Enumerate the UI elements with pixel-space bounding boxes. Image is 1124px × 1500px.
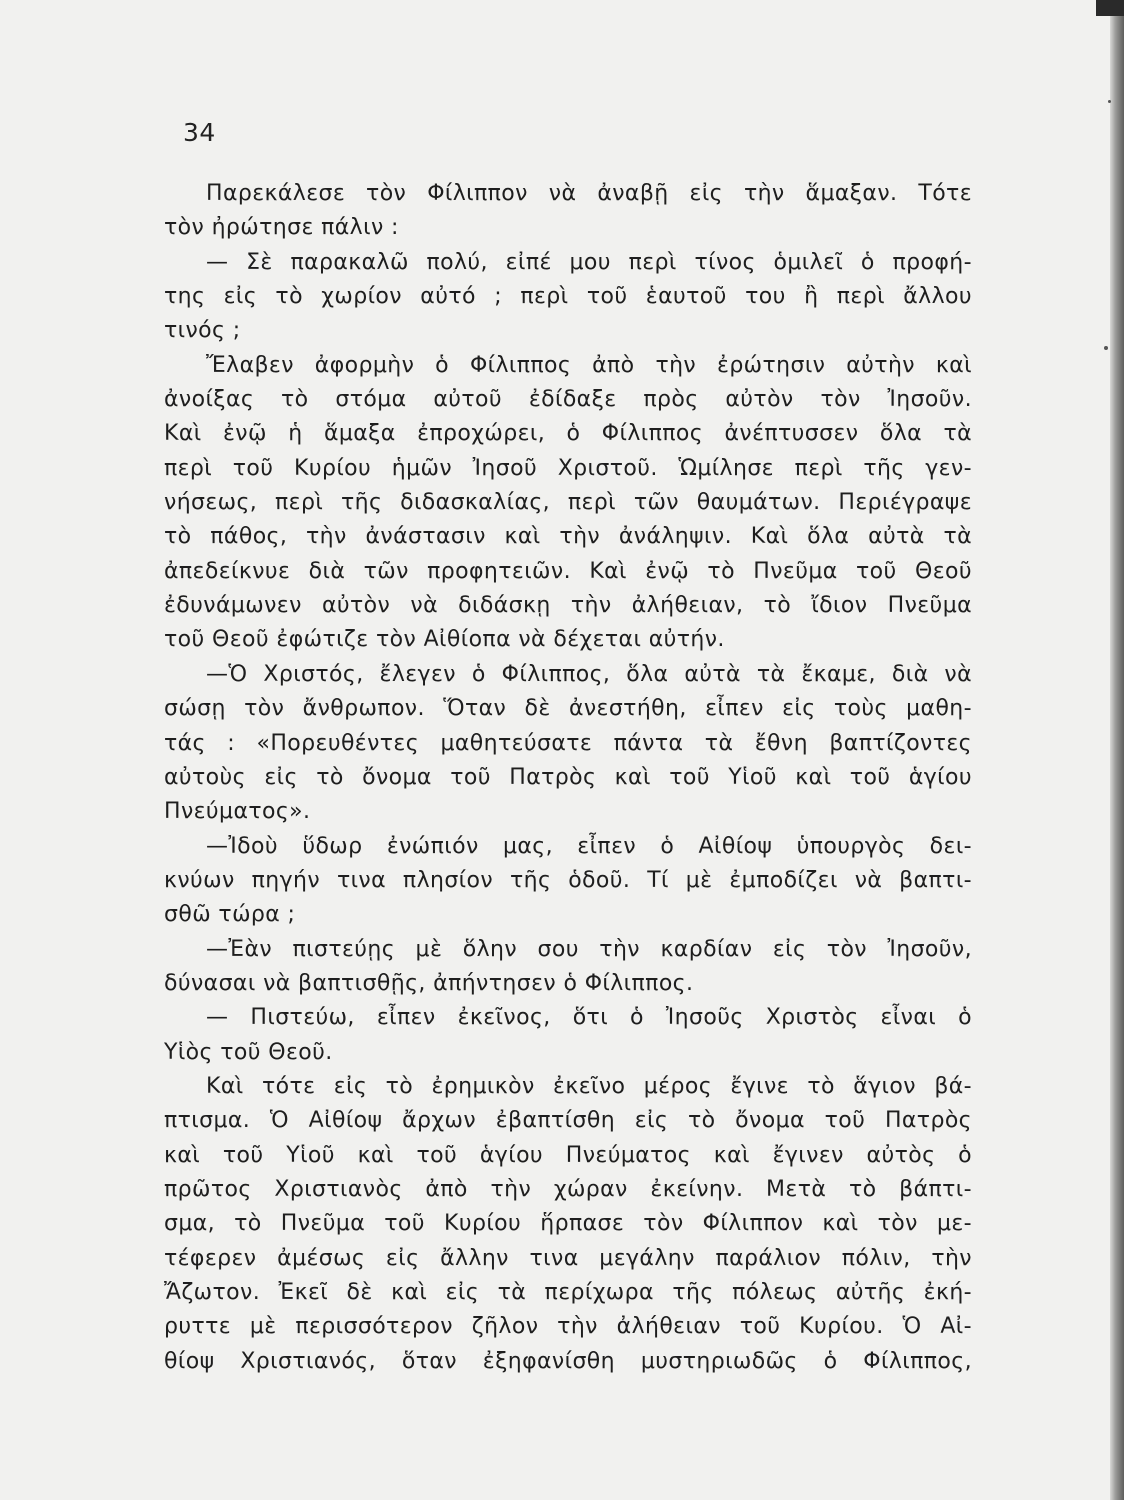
- scan-speck: [1104, 346, 1108, 350]
- text-line: τινός ;: [164, 318, 241, 344]
- text-line: —Ἐὰν πιστεύῃς μὲ ὅλην σου τὴν καρδίαν εἰς τὸν Ἰησοῦν,: [206, 936, 972, 962]
- body-text: [164, 177, 972, 1379]
- text-line: τέφερεν ἀμέσως εἰς ἄλλην τινα μεγάλην παράλιον πόλιν, τὴν: [164, 1245, 972, 1271]
- text-line: πτισμα. Ὁ Αἰθίοψ ἄρχων ἐβαπτίσθη εἰς τὸ ὄνομα τοῦ Πατρὸς: [164, 1108, 972, 1134]
- text-line: δύνασαι νὰ βαπτισθῇς, ἀπήντησεν ὁ Φίλιππος.: [164, 970, 694, 996]
- text-line: τὸν ἠρώτησε πάλιν :: [164, 215, 399, 241]
- text-line: τὸ πάθος, τὴν ἀνάστασιν καὶ τὴν ἀνάληψιν. Καὶ ὅλα αὐτὰ τὰ: [164, 524, 972, 550]
- text-line: της εἰς τὸ χωρίον αὐτό ; περὶ τοῦ ἑαυτοῦ του ἢ περὶ ἄλλου: [164, 284, 972, 310]
- page-number: 34: [183, 118, 216, 147]
- page-corner: [1096, 0, 1124, 16]
- text-line: Καὶ ἐνῷ ἡ ἅμαξα ἐπροχώρει, ὁ Φίλιππος ἀνέπτυσσεν ὅλα τὰ: [164, 421, 972, 447]
- text-line: Ἄζωτον. Ἐκεῖ δὲ καὶ εἰς τὰ περίχωρα τῆς πόλεως αὐτῆς ἐκή-: [164, 1280, 972, 1305]
- text-line: ἀνοίξας τὸ στόμα αὐτοῦ ἐδίδαξε πρὸς αὐτὸν τὸν Ἰησοῦν.: [164, 387, 972, 413]
- scan-speck: [1108, 100, 1111, 103]
- page-edge-shadow: [1110, 0, 1124, 1500]
- text-line: ἀπεδείκνυε διὰ τῶν προφητειῶν. Καὶ ἐνῷ τὸ Πνεῦμα τοῦ Θεοῦ: [164, 558, 972, 584]
- text-line: Υἱὸς τοῦ Θεοῦ.: [164, 1039, 333, 1065]
- text-line: καὶ τοῦ Υἱοῦ καὶ τοῦ ἁγίου Πνεύματος καὶ ἔγινεν αὐτὸς ὁ: [164, 1142, 972, 1168]
- text-line: ἐδυνάμωνεν αὐτὸν νὰ διδάσκῃ τὴν ἀλήθειαν, τὸ ἴδιον Πνεῦμα: [164, 593, 972, 619]
- text-line: κνύων πηγήν τινα πλησίον τῆς ὁδοῦ. Τί μὲ ἐμποδίζει νὰ βαπτι-: [164, 867, 972, 893]
- text-line: Παρεκάλεσε τὸν Φίλιππον νὰ ἀναβῇ εἰς τὴν ἅμαξαν. Τότε: [206, 181, 972, 206]
- text-line: —Ἰδοὺ ὕδωρ ἐνώπιόν μας, εἶπεν ὁ Αἰθίοψ ὑπουργὸς δει-: [206, 833, 972, 859]
- text-line: τοῦ Θεοῦ ἐφώτιζε τὸν Αἰθίοπα νὰ δέχεται αὐτήν.: [164, 627, 725, 653]
- text-line: — Σὲ παρακαλῶ πολύ, εἰπέ μου περὶ τίνος ὁμιλεῖ ὁ προφή-: [206, 249, 972, 275]
- text-line: σθῶ τώρα ;: [164, 902, 296, 928]
- text-line: Πνεύματος».: [164, 799, 311, 825]
- text-line: — Πιστεύω, εἶπεν ἐκεῖνος, ὅτι ὁ Ἰησοῦς Χριστὸς εἶναι ὁ: [206, 1005, 972, 1031]
- text-line: σμα, τὸ Πνεῦμα τοῦ Κυρίου ἥρπασε τὸν Φίλιππον καὶ τὸν με-: [164, 1211, 972, 1237]
- text-line: νήσεως, περὶ τῆς διδασκαλίας, περὶ τῶν θαυμάτων. Περιέγραψε: [164, 490, 972, 516]
- text-line: Ἔλαβεν ἀφορμὴν ὁ Φίλιππος ἀπὸ τὴν ἐρώτησιν αὐτὴν καὶ: [206, 352, 972, 378]
- text-line: Καὶ τότε εἰς τὸ ἐρημικὸν ἐκεῖνο μέρος ἔγινε τὸ ἅγιον βά-: [206, 1073, 972, 1099]
- text-line: αὐτοὺς εἰς τὸ ὄνομα τοῦ Πατρὸς καὶ τοῦ Υἱοῦ καὶ τοῦ ἁγίου: [164, 764, 972, 790]
- text-line: πρῶτος Χριστιανὸς ἀπὸ τὴν χώραν ἐκείνην. Μετὰ τὸ βάπτι-: [164, 1176, 972, 1202]
- text-line: θίοψ Χριστιανός, ὅταν ἐξηφανίσθη μυστηριωδῶς ὁ Φίλιππος,: [164, 1348, 972, 1374]
- text-line: ρυττε μὲ περισσότερον ζῆλον τὴν ἀλήθειαν τοῦ Κυρίου. Ὁ Αἰ-: [164, 1314, 972, 1340]
- text-line: σώσῃ τὸν ἄνθρωπον. Ὅταν δὲ ἀνεστήθη, εἶπεν εἰς τοὺς μαθη-: [164, 696, 972, 722]
- text-line: περὶ τοῦ Κυρίου ἡμῶν Ἰησοῦ Χριστοῦ. Ὡμίλησε περὶ τῆς γεν-: [164, 455, 972, 481]
- text-line: —Ὁ Χριστός, ἔλεγεν ὁ Φίλιππος, ὅλα αὐτὰ τὰ ἔκαμε, διὰ νὰ: [206, 661, 972, 687]
- text-line: τάς : «Πορευθέντες μαθητεύσατε πάντα τὰ ἔθνη βαπτίζοντες: [164, 730, 972, 756]
